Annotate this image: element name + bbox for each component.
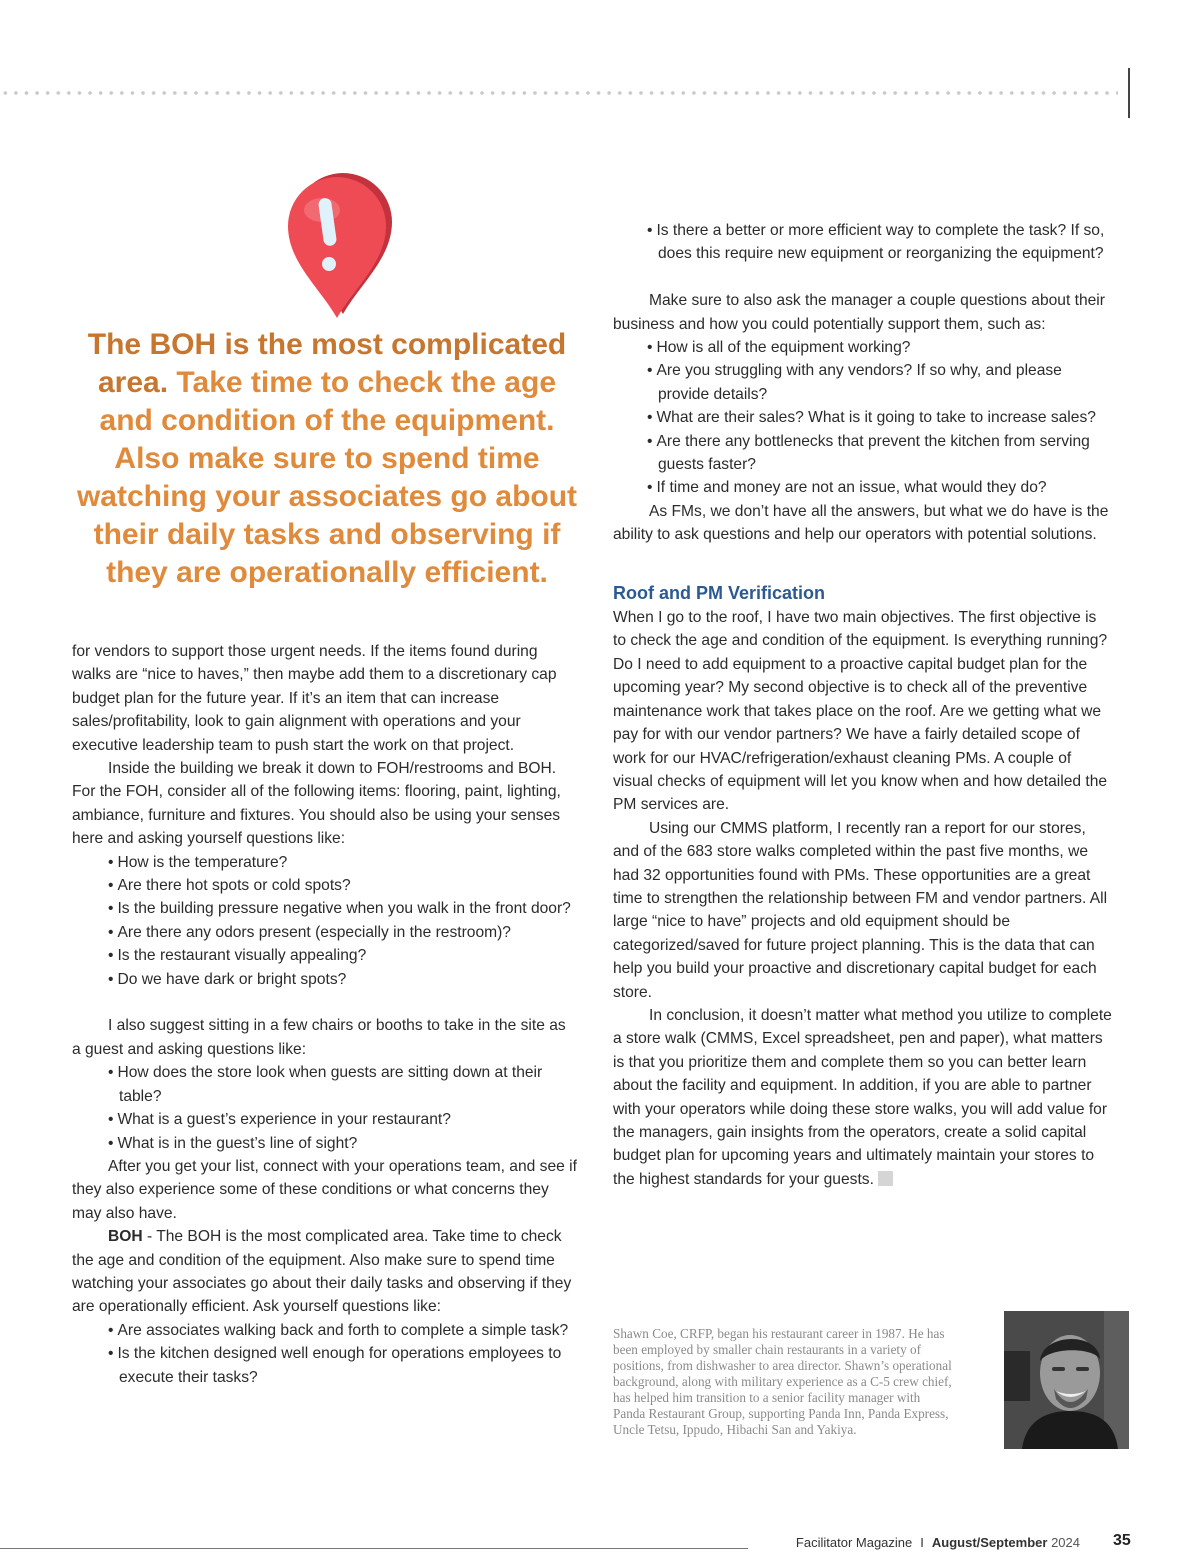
paragraph: I also suggest sitting in a few chairs or booths to take in the site as a guest and asking questions like:	[72, 1017, 566, 1058]
footer-separator: I	[920, 1535, 924, 1550]
bullet-item: • How does the store look when guests are sitting down at their table?	[72, 1061, 577, 1108]
page-number: 35	[1113, 1532, 1131, 1549]
author-photo	[1004, 1311, 1129, 1449]
pull-quote-body: Take time to check the age and condition of the equipment. Also make sure to spend time watching your associates go about their daily tasks and observing if they are operationally efficient.	[76, 366, 578, 589]
pull-quote-lead: The BOH is the most complicated area.	[87, 328, 567, 399]
boh-text: - The BOH is the most complicated area. Take time to check the age and condition of the equipment. Also make sure to spend time watching your associates go about their daily tasks and observing if they are operationally efficient. Ask yourself questions like:	[72, 1228, 572, 1316]
paragraph: Inside the building we break it down to FOH/restrooms and BOH. For the FOH, consider all of the following items: flooring, paint, lighting, ambiance, furniture and fixtures. You should also be using your senses here and asking yourself questions like:	[72, 760, 561, 848]
bullet-item: • What are their sales? What is it going to take to increase sales?	[613, 406, 1113, 429]
bullet-item: • Are there any odors present (especially in the restroom)?	[72, 921, 577, 944]
paragraph-spacer	[72, 991, 577, 1014]
section-subhead: Roof and PM Verification	[613, 583, 826, 604]
issue-year: 2024	[1051, 1535, 1080, 1550]
footer-rule	[0, 1548, 748, 1549]
bullet-item: • Do we have dark or bright spots?	[72, 968, 577, 991]
bullet-item: • Are there any bottlenecks that prevent the kitchen from serving guests faster?	[613, 430, 1113, 477]
bullet-item: • Are you struggling with any vendors? If so why, and please provide details?	[613, 359, 1113, 406]
bullet-item: • What is in the guest’s line of sight?	[72, 1132, 577, 1155]
right-column	[613, 219, 1113, 1191]
conclusion-text: In conclusion, it doesn’t matter what method you utilize to complete a store walk (CMMS, Excel spreadsheet, pen and paper), what matters is that you prioritize them and complete them so you can better learn about the facility and equipment. In addition, if you are able to partner with your operators while doing these store walks, you will add value for the managers, gain insights from the operators, create a solid capital budget plan for upcoming years and ultimately maintain your stores to the highest standards for your guests.	[613, 1006, 1112, 1188]
paragraph: Make sure to also ask the manager a couple questions about their business and how you could potentially support them, such as:	[613, 292, 1105, 333]
magazine-name: Facilitator Magazine	[795, 1535, 913, 1550]
bullet-item: • Is the building pressure negative when you walk in the front door?	[72, 897, 577, 920]
left-column	[72, 640, 577, 1389]
header-vertical-rule	[1128, 68, 1130, 118]
author-portrait-icon	[1004, 1311, 1129, 1449]
paragraph: When I go to the roof, I have two main objectives. The first objective is to check the age and condition of the equipment. Is everything running? Do I need to add equipment to a proactive capital budget plan for the upcoming year? My second objective is to check all of the preventive maintenance work that takes place on the roof. Are we getting what we pay for with our vendor partners? We have a fairly detailed scope of work for our HVAC/refrigeration/exhaust cleaning PMs. A couple of visual checks of equipment will let you know when and how detailed the PM services are.	[613, 609, 1108, 814]
paragraph-spacer	[613, 266, 1113, 289]
bullet-item: • Is there a better or more efficient way to complete the task? If so, does this require new equipment or reorganizing the equipment?	[613, 219, 1113, 266]
end-of-article-mark	[878, 1171, 893, 1186]
author-bio: Shawn Coe, CRFP, began his restaurant career in 1987. He has been employed by smaller chain restaurants in a variety of positions, from dishwasher to area director. Shawn’s operational background, along with military experience as a C-5 crew chief, has helped him transition to a senior facility manager with Panda Restaurant Group, supporting Panda Inn, Panda Express, Uncle Tetsu, Ippudo, Hibachi San and Yakiya.	[613, 1326, 952, 1437]
bullet-item: • How is all of the equipment working?	[613, 336, 1113, 359]
bullet-item: • Is the restaurant visually appealing?	[72, 944, 577, 967]
bullet-item: • Is the kitchen designed well enough for operations employees to execute their tasks?	[72, 1342, 577, 1389]
paragraph: After you get your list, connect with your operations team, and see if they also experience some of these conditions or what concerns they may also have.	[72, 1157, 577, 1222]
bullet-item: • Are associates walking back and forth to complete a simple task?	[72, 1319, 577, 1342]
footer	[796, 1535, 1080, 1550]
bullet-item: • If time and money are not an issue, what would they do?	[613, 476, 1113, 499]
exclamation-pin-icon	[282, 170, 392, 320]
boh-label: BOH	[108, 1228, 143, 1246]
dotted-header-rule	[0, 90, 1118, 96]
bullet-item: • Are there hot spots or cold spots?	[72, 874, 577, 897]
bullet-item: • How is the temperature?	[72, 851, 577, 874]
paragraph: As FMs, we don’t have all the answers, but what we do have is the ability to ask questions and help our operators with potential solutions.	[613, 502, 1109, 544]
paragraph: for vendors to support those urgent needs. If the items found during walks are “nice to haves,” then maybe add them to a discretionary cap budget plan for the future year. If it’s an item that can increase sales/profitability, look to gain alignment with operations and your executive leadership team to push start the work on that project.	[72, 643, 557, 754]
bullet-item: • What is a guest’s experience in your restaurant?	[72, 1108, 577, 1131]
paragraph	[72, 1225, 577, 1319]
pull-quote	[72, 326, 582, 592]
issue-month: August/September	[931, 1535, 1048, 1550]
paragraph-spacer	[613, 547, 1113, 570]
paragraph: Using our CMMS platform, I recently ran a report for our stores, and of the 683 store walks completed within the past five months, we had 32 opportunities found with PMs. These opportunities are a great time to strengthen the relationship between FM and vendor partners. All large “nice to have” projects and old equipment should be categorized/saved for future project planning. This is the data that can help you build your proactive and discretionary capital budget for each store.	[613, 819, 1108, 1001]
paragraph	[613, 1004, 1113, 1191]
